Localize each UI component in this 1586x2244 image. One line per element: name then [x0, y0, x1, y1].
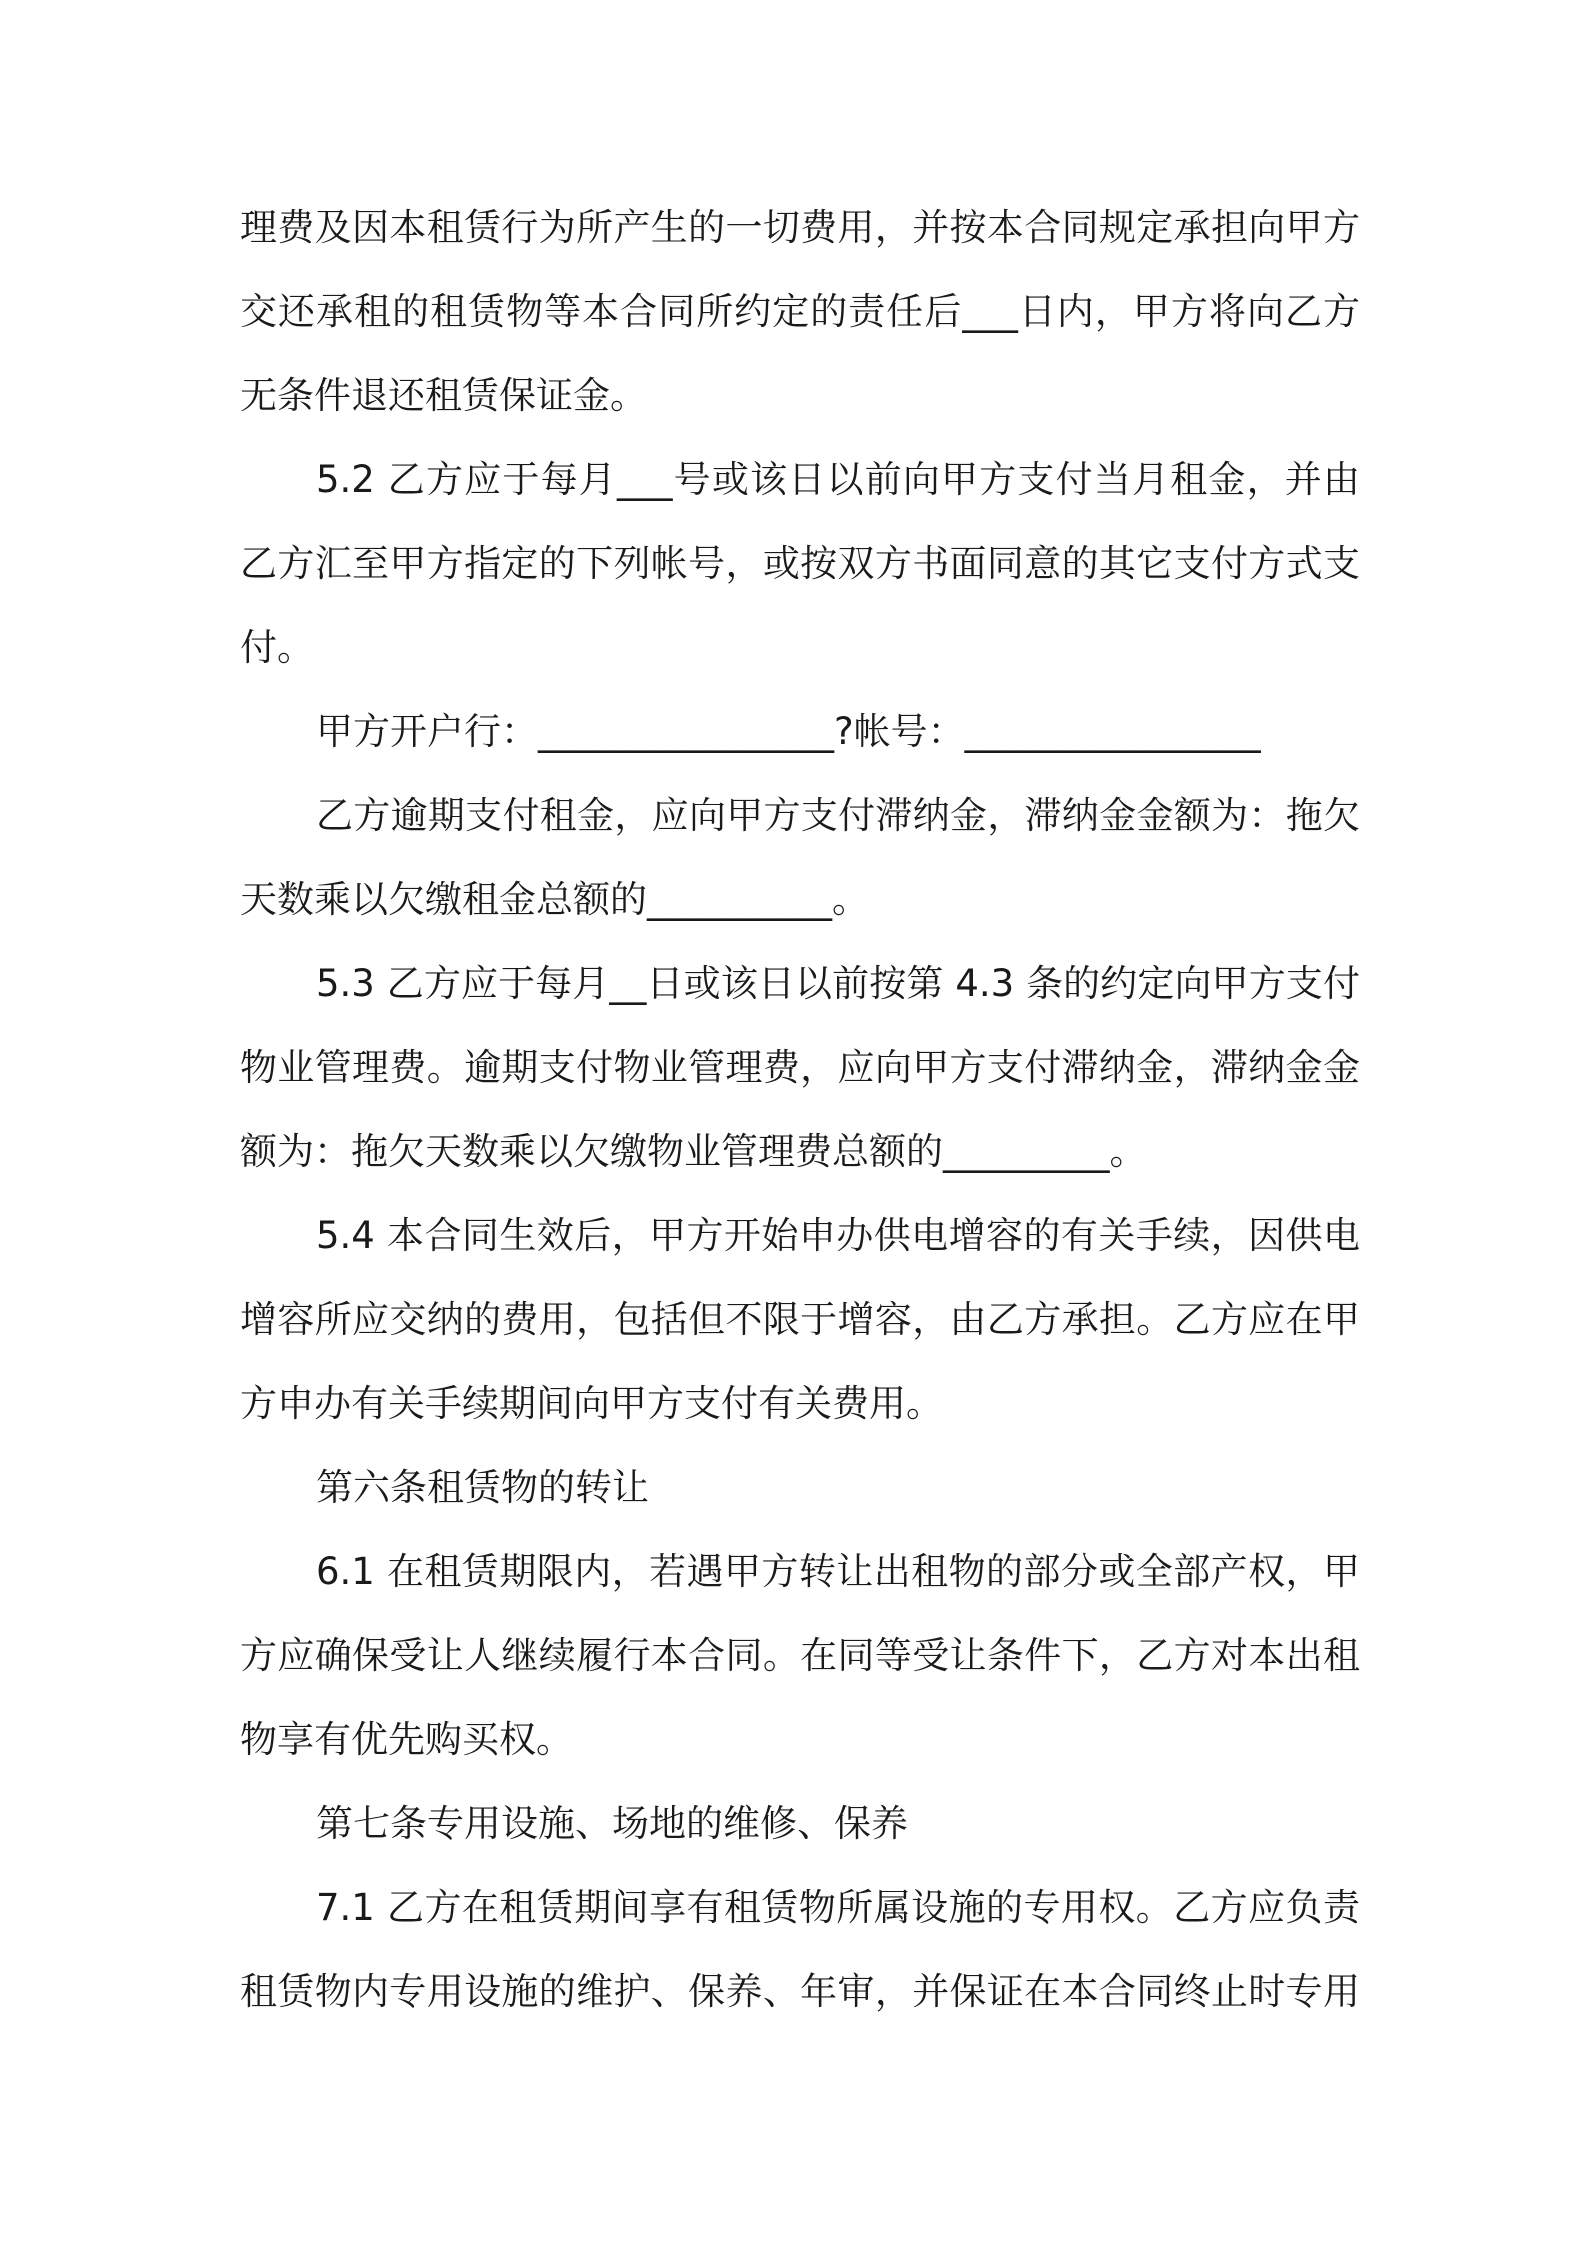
- text-line: 乙方逾期支付租金，应向甲方支付滞纳金，滞纳金金额为：拖欠: [316, 794, 1360, 837]
- text-line: 5.3 乙方应于每月__日或该日以前按第 4.3 条的约定向甲方支付: [316, 962, 1360, 1005]
- text-line: 交还承租的租赁物等本合同所约定的责任后___日内，甲方将向乙方: [240, 290, 1360, 333]
- text-line: 5.2 乙方应于每月___号或该日以前向甲方支付当月租金，并由: [316, 458, 1360, 501]
- section-heading: 第六条租赁物的转让: [316, 1466, 649, 1509]
- text-line: 6.1 在租赁期限内，若遇甲方转让出租物的部分或全部产权，甲: [316, 1550, 1360, 1593]
- document-body: [240, 186, 1360, 2034]
- text-line: 方应确保受让人继续履行本合同。在同等受让条件下，乙方对本出租: [240, 1634, 1360, 1677]
- text-line: 7.1 乙方在租赁期间享有租赁物所属设施的专用权。乙方应负责: [316, 1886, 1360, 1929]
- text-line: 物享有优先购买权。: [240, 1718, 573, 1761]
- text-line: 乙方汇至甲方指定的下列帐号，或按双方书面同意的其它支付方式支: [240, 542, 1360, 585]
- section-heading: 第七条专用设施、场地的维修、保养: [316, 1802, 908, 1845]
- text-line: 增容所应交纳的费用，包括但不限于增容，由乙方承担。乙方应在甲: [240, 1298, 1360, 1341]
- text-line: 租赁物内专用设施的维护、保养、年审，并保证在本合同终止时专用: [240, 1970, 1360, 2013]
- text-line: 方申办有关手续期间向甲方支付有关费用。: [240, 1382, 943, 1425]
- text-line: 额为：拖欠天数乘以欠缴物业管理费总额的_________。: [240, 1130, 1147, 1173]
- text-line: 甲方开户行：________________?帐号：________________: [316, 710, 1261, 753]
- text-line: 付。: [240, 626, 314, 669]
- text-line: 物业管理费。逾期支付物业管理费，应向甲方支付滞纳金，滞纳金金: [240, 1046, 1360, 1089]
- text-line: 5.4 本合同生效后，甲方开始申办供电增容的有关手续，因供电: [316, 1214, 1360, 1257]
- text-line: 无条件退还租赁保证金。: [240, 374, 647, 417]
- text-line: 理费及因本租赁行为所产生的一切费用，并按本合同规定承担向甲方: [240, 206, 1360, 249]
- text-line: 天数乘以欠缴租金总额的__________。: [240, 878, 869, 921]
